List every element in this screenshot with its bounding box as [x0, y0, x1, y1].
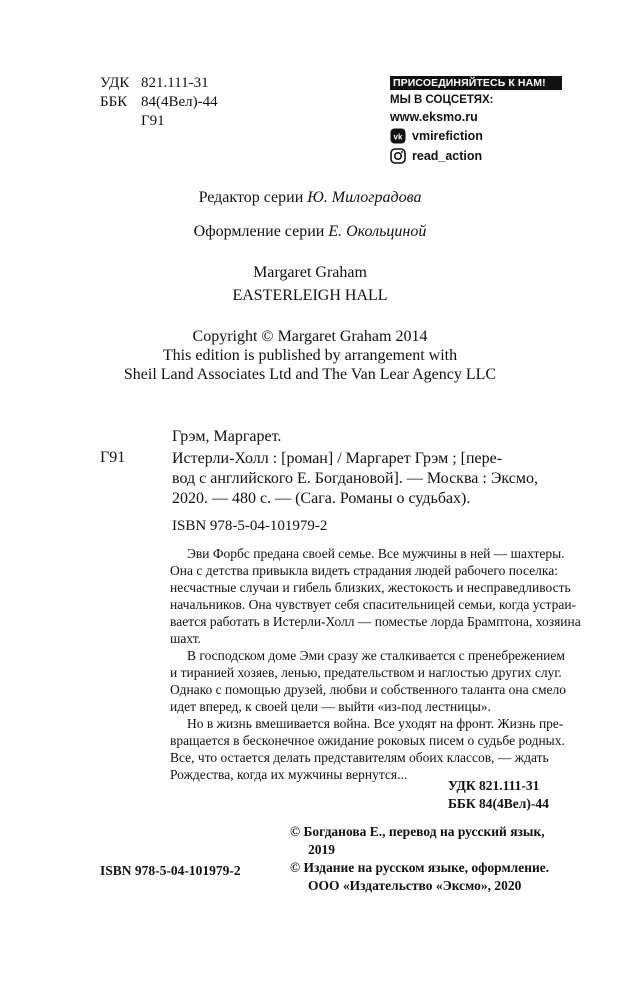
bib-mark: Г91 [100, 449, 126, 466]
bib-isbn: ISBN 978-5-04-101979-2 [172, 518, 328, 534]
instagram-handle: read_action [412, 149, 483, 163]
vk-row[interactable] [390, 128, 562, 144]
annotation [170, 545, 590, 783]
udk-value: 821.111-31 [141, 75, 209, 91]
original-author: Margaret Graham [253, 264, 367, 281]
bib-line: вод с английского Е. Богдановой]. — Москва : Эксмо, [172, 470, 538, 487]
publisher-copyright: ООО «Издательство «Эксмо», 2020 [308, 878, 522, 893]
bib-line: Истерли-Холл : [роман] / Маргарет Грэм ; [пере- [172, 450, 503, 467]
join-banner: ПРИСОЕДИНЯЙТЕСЬ К НАМ! [390, 76, 562, 90]
edition-line: This edition is published by arrangement with [162, 347, 458, 364]
vk-icon [390, 128, 406, 144]
annotation-paragraph-3: Но в жизнь вмешивается война. Все уходят на фронт. Жизнь пре- вращается в бесконечное ожидание роковых писем о судьбе родных. Все, что остается делать представителям обоих классов, — ждать Рождества, когда их мужчины вернутся... [170, 716, 565, 782]
edition-copyright: © Издание на русском языке, оформление. [290, 860, 550, 875]
series-editor-line [60, 189, 560, 207]
bib-heading: Грэм, Маргарет. [172, 428, 282, 445]
udk-label: УДК [100, 75, 130, 91]
author-mark: Г91 [141, 113, 165, 129]
svg-text:vk: vk [393, 132, 403, 142]
instagram-icon [390, 148, 406, 164]
bib-description [172, 449, 592, 509]
bib-line: 2020. — 480 с. — (Сага. Романы о судьбах). [172, 490, 471, 507]
annotation-paragraph-2: В господском доме Эми сразу же сталкивается с пренебрежением и тиранией хозяев, ленью, предательством и наглостью других слуг. Однако с помощью друзей, любви и собственного таланта она смело идет вперед, к своей цели — выйти «из-под лестницы». [170, 648, 567, 714]
bbk-value: 84(4Вел)-44 [141, 94, 218, 110]
instagram-row[interactable] [390, 148, 562, 164]
annotation-paragraph-1: Эви Форбс предана своей семье. Все мужчины в ней — шахтеры. Она с детства привыкла видеть страдания людей рабочего поселка: несчастные случаи и гибель близких, жестокость и несправедливость начальников. Она чувствует себя спасительницей семьи, когда устраи- вается работать в Истерли-Холл — поместье лорда Брамптона, хозяина шахт. [170, 546, 581, 646]
copyright-notices [290, 823, 580, 895]
series-editor-prefix: Редактор серии [198, 189, 304, 206]
isbn-bottom: ISBN 978-5-04-101979-2 [100, 863, 241, 878]
bbk-right: ББК 84(4Вел)-44 [448, 796, 549, 811]
series-design-prefix: Оформление серии [193, 223, 325, 240]
vk-handle: vmirefiction [412, 129, 483, 143]
classification-block [100, 74, 218, 131]
translation-copyright: © Богданова Е., перевод на русский язык, [290, 824, 545, 839]
social-block [390, 76, 562, 164]
series-design-name: Е. Окольциной [328, 223, 427, 240]
bbk-label: ББК [100, 94, 128, 110]
series-design-line [60, 223, 560, 241]
series-editor-name: Ю. Милоградова [307, 189, 422, 206]
networks-label: МЫ В СОЦСЕТЯХ: [390, 94, 494, 106]
codes-right [448, 777, 549, 813]
original-title: EASTERLEIGH HALL [232, 287, 388, 304]
website-link[interactable]: www.eksmo.ru [390, 110, 478, 124]
translation-copyright-year: 2019 [308, 842, 335, 857]
copyright-line: Copyright © Margaret Graham 2014 [192, 328, 428, 345]
agency-line: Sheil Land Associates Ltd and The Van Lear Agency LLC [123, 366, 497, 383]
udk-right: УДК 821.111-31 [448, 778, 540, 793]
